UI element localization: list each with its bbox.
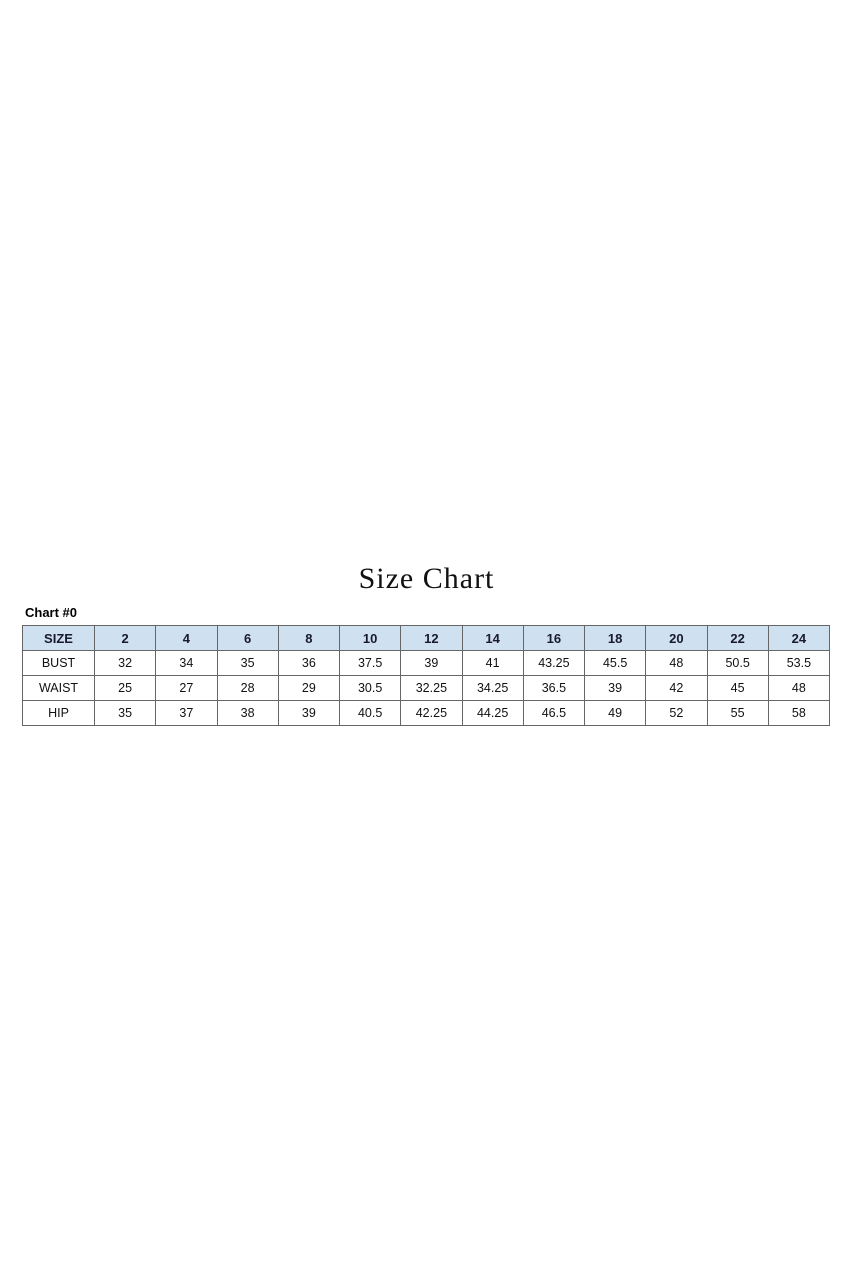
cell-bust-6: 35	[217, 651, 278, 676]
cell-waist-4: 27	[156, 676, 217, 701]
cell-waist-10: 30.5	[340, 676, 401, 701]
column-header-2: 2	[95, 626, 156, 651]
cell-bust-12: 39	[401, 651, 462, 676]
row-header-bust: BUST	[23, 651, 95, 676]
cell-bust-4: 34	[156, 651, 217, 676]
cell-hip-10: 40.5	[340, 701, 401, 726]
cell-bust-24: 53.5	[768, 651, 829, 676]
cell-bust-10: 37.5	[340, 651, 401, 676]
cell-waist-14: 34.25	[462, 676, 523, 701]
cell-waist-12: 32.25	[401, 676, 462, 701]
cell-hip-18: 49	[585, 701, 646, 726]
cell-bust-8: 36	[278, 651, 339, 676]
table-row	[23, 701, 830, 726]
cell-hip-20: 52	[646, 701, 707, 726]
column-header-16: 16	[523, 626, 584, 651]
cell-hip-4: 37	[156, 701, 217, 726]
table-header-row	[23, 626, 830, 651]
column-header-8: 8	[278, 626, 339, 651]
cell-bust-22: 50.5	[707, 651, 768, 676]
table-header	[23, 626, 830, 651]
column-header-12: 12	[401, 626, 462, 651]
cell-waist-24: 48	[768, 676, 829, 701]
row-header-hip: HIP	[23, 701, 95, 726]
cell-hip-24: 58	[768, 701, 829, 726]
column-header-6: 6	[217, 626, 278, 651]
column-header-10: 10	[340, 626, 401, 651]
table-body	[23, 651, 830, 726]
cell-bust-14: 41	[462, 651, 523, 676]
cell-waist-20: 42	[646, 676, 707, 701]
column-header-18: 18	[585, 626, 646, 651]
page-title: Size Chart	[358, 562, 495, 595]
cell-waist-2: 25	[95, 676, 156, 701]
column-header-22: 22	[707, 626, 768, 651]
cell-hip-6: 38	[217, 701, 278, 726]
cell-hip-12: 42.25	[401, 701, 462, 726]
cell-hip-14: 44.25	[462, 701, 523, 726]
table-row	[23, 676, 830, 701]
cell-hip-8: 39	[278, 701, 339, 726]
cell-bust-20: 48	[646, 651, 707, 676]
cell-hip-16: 46.5	[523, 701, 584, 726]
cell-waist-6: 28	[217, 676, 278, 701]
size-chart-table	[22, 625, 830, 726]
cell-waist-16: 36.5	[523, 676, 584, 701]
cell-hip-22: 55	[707, 701, 768, 726]
column-header-size: SIZE	[23, 626, 95, 651]
cell-waist-22: 45	[707, 676, 768, 701]
size-chart-table-wrapper	[22, 625, 830, 726]
column-header-20: 20	[646, 626, 707, 651]
cell-bust-18: 45.5	[585, 651, 646, 676]
column-header-14: 14	[462, 626, 523, 651]
cell-bust-2: 32	[95, 651, 156, 676]
cell-bust-16: 43.25	[523, 651, 584, 676]
column-header-24: 24	[768, 626, 829, 651]
column-header-4: 4	[156, 626, 217, 651]
table-row	[23, 651, 830, 676]
cell-hip-2: 35	[95, 701, 156, 726]
chart-number-label: Chart #0	[25, 605, 78, 620]
cell-waist-8: 29	[278, 676, 339, 701]
row-header-waist: WAIST	[23, 676, 95, 701]
cell-waist-18: 39	[585, 676, 646, 701]
